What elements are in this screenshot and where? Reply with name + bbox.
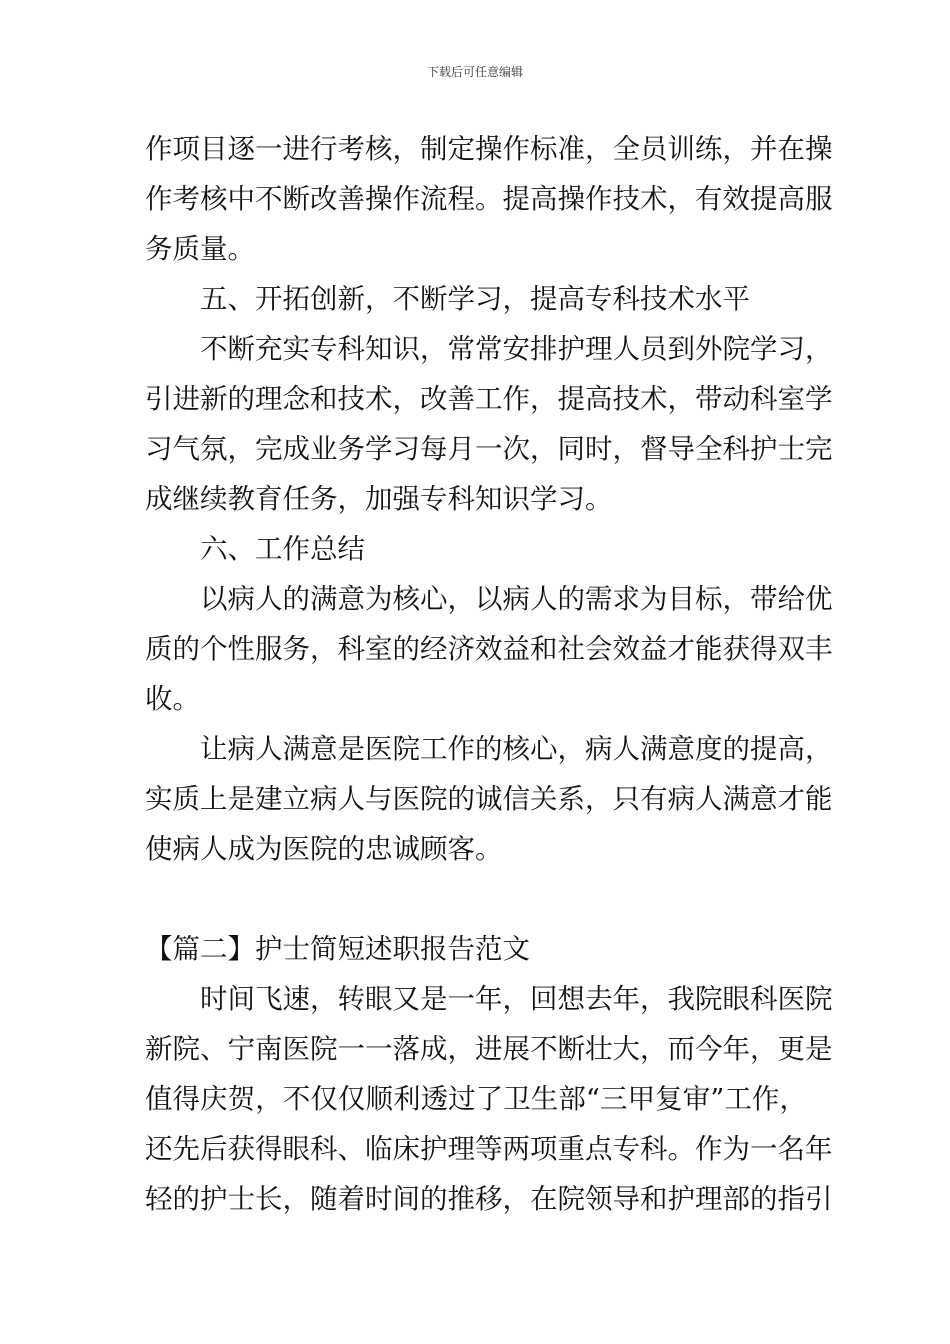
body-line: 使病人成为医院的忠诚顾客。 — [145, 833, 503, 865]
page-header: 下载后可任意编辑 — [426, 65, 523, 79]
body-line: 还先后获得眼科、临床护理等两项重点专科。作为一名年 — [145, 1133, 833, 1165]
body-line: 新院、宁南医院一一落成，进展不断壮大，而今年，更是 — [145, 1033, 833, 1065]
section-gap — [145, 874, 807, 924]
body-line: 轻的护士长，随着时间的推移，在院领导和护理部的指引 — [145, 1183, 833, 1215]
body-line: 时间飞速，转眼又是一年，回想去年，我院眼科医院 — [200, 983, 833, 1015]
body-line: 作项目逐一进行考核，制定操作标准，全员训练，并在操 — [145, 133, 833, 165]
document-body — [145, 124, 833, 1224]
body-line: 习气氛，完成业务学习每月一次，同时，督导全科护士完 — [145, 433, 833, 465]
body-line: 让病人满意是医院工作的核心，病人满意度的提高， — [200, 733, 833, 765]
body-line: 以病人的满意为核心，以病人的需求为目标，带给优 — [200, 583, 833, 615]
body-line: 质的个性服务，科室的经济效益和社会效益才能获得双丰 — [145, 633, 833, 665]
body-line: 不断充实专科知识，常常安排护理人员到外院学习， — [200, 333, 833, 365]
section-heading-5: 五、开拓创新，不断学习，提高专科技术水平 — [200, 283, 750, 315]
body-line: 务质量。 — [145, 233, 255, 265]
body-line: 实质上是建立病人与医院的诚信关系，只有病人满意才能 — [145, 783, 833, 815]
body-line: 值得庆贺，不仅仅顺利透过了卫生部“三甲复审”工作， — [145, 1083, 807, 1115]
body-line: 收。 — [145, 683, 200, 715]
section-heading-6: 六、工作总结 — [200, 533, 365, 565]
body-line: 引进新的理念和技术，改善工作，提高技术，带动科室学 — [145, 383, 833, 415]
article-title: 【篇二】护士简短述职报告范文 — [145, 933, 530, 965]
body-line: 成继续教育任务，加强专科知识学习。 — [145, 483, 613, 515]
body-line: 作考核中不断改善操作流程。提高操作技术，有效提高服 — [145, 183, 833, 215]
